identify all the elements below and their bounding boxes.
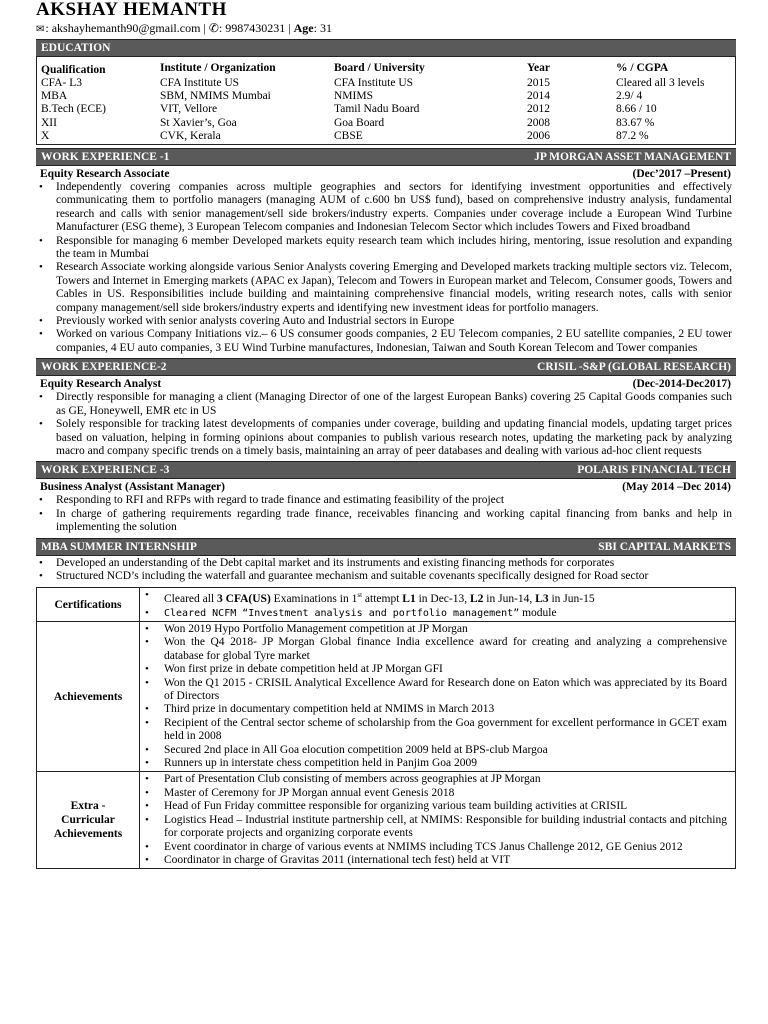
list-item: • Won the Q1 2015 - CRISIL Analytical Excellence Award for Research done on Eaton which was appreciated by its Board of Directors <box>142 677 727 704</box>
table-cell: 8.66 / 10 <box>616 103 657 116</box>
role-dates: (Dec’2017 –Present) <box>632 168 731 181</box>
list-item: • Directly responsible for managing a client (Managing Director of one of the largest European Banks) covering 25 Capital Goods companies such as GE, Honeywell, EMR etc in US <box>36 391 732 418</box>
bullet-list <box>142 589 731 620</box>
table-row <box>41 117 731 130</box>
row-content <box>140 622 736 772</box>
list-item: • Event coordinator in charge of various events at NMIMS including TCS Janus Challenge 2012, GE Genius 2012 <box>142 841 727 854</box>
contact-line: ✉: akshayhemanth90@gmail.com | ✆: 9987430231 | Age: 31 <box>36 21 332 35</box>
column-header: Qualification <box>41 64 106 76</box>
table-row <box>41 130 731 143</box>
list-item: • Cleared all 3 CFA(US) Examinations in 1st attempt L1 in Dec-13, L2 in Jun-14, L3 in Jun-15 <box>142 589 727 606</box>
table-cell: X <box>41 129 50 142</box>
bullet-list <box>142 623 731 770</box>
row-content <box>140 588 736 622</box>
list-item: • Solely responsible for tracking latest developments of companies under coverage, building and updating financial models, updating target prices based on valuation, helping in forming opinions about companies to publish various research notes, updating the marketing pack by analyzing macro and company specific trends on a timely basis, maintaining an array of peer databases and dealing with various ad-hoc client requests <box>36 418 732 458</box>
list-item: • Responding to RFI and RFPs with regard to trade finance and estimating feasibility of the project <box>36 494 732 507</box>
row-label: Extra - Curricular Achievements <box>37 772 140 869</box>
table-cell: 2014 <box>527 90 550 103</box>
list-item: • Won 2019 Hypo Portfolio Management competition at JP Morgan <box>142 623 727 636</box>
company-name: POLARIS FINANCIAL TECH <box>577 464 731 477</box>
role-title: Equity Research Analyst <box>40 378 162 391</box>
education-header <box>36 39 736 57</box>
list-item: • Structured NCD’s including the waterfall and guarantee mechanism and suitable covenants specifically designed for Road sector <box>36 570 732 583</box>
phone-number: 9987430231 <box>225 21 286 35</box>
certifications-row <box>37 588 736 622</box>
column-header: Year <box>527 62 550 74</box>
email-address[interactable]: : akshayhemanth90@gmail.com <box>45 21 201 35</box>
row-content <box>140 772 736 869</box>
section-title: WORK EXPERIENCE-2 <box>41 361 167 374</box>
list-item: • Runners up in interstate chess competition held in Panjim Goa 2009 <box>142 757 727 770</box>
list-item: • Responsible for managing 6 member Developed markets equity research team which includes hiring, mentoring, issue resolution and expanding the team in Mumbai <box>36 235 732 262</box>
table-cell: VIT, Vellore <box>160 103 218 116</box>
table-cell: St Xavier’s, Goa <box>160 116 237 129</box>
candidate-name: AKSHAY HEMANTH <box>36 0 227 20</box>
list-item: • Won the Q4 2018- JP Morgan Global finance India excellence award for creating and analyzing a comprehensive database for global Tyre market <box>142 636 727 663</box>
row-label: Certifications <box>37 588 140 622</box>
table-cell: SBM, NMIMS Mumbai <box>160 90 271 103</box>
bullet-list <box>36 181 736 355</box>
education-table <box>36 57 736 145</box>
company-name: CRISIL -S&P (GLOBAL RESEARCH) <box>537 361 731 374</box>
row-label: Achievements <box>37 622 140 772</box>
table-cell: XII <box>41 116 57 129</box>
age-value: : 31 <box>313 21 332 35</box>
resume-page <box>36 0 736 869</box>
internship-header <box>36 538 736 556</box>
table-cell: CFA Institute US <box>160 77 240 89</box>
table-cell: CBSE <box>334 129 363 142</box>
table-cell: 87.2 % <box>616 129 649 142</box>
list-item: • Third prize in documentary competition held at NMIMS in March 2013 <box>142 703 727 716</box>
section-title: EDUCATION <box>41 42 111 54</box>
extra-curricular-row <box>37 772 736 869</box>
list-item: • Logistics Head – Industrial institute partnership cell, at NMIMS: Responsible for building industrial contacts and pitching for corporate projects and organizing corporate events <box>142 814 727 841</box>
list-item: • Won first prize in debate competition held at JP Morgan GFI <box>142 663 727 676</box>
role-title: Equity Research Associate <box>40 168 170 181</box>
phone-icon: ✆ <box>208 21 219 35</box>
column-header: % / CGPA <box>616 62 669 74</box>
table-row <box>41 103 731 116</box>
list-item: • Research Associate working alongside various Senior Analysts covering Emerging and Developed markets tracking multiple sectors viz. Telecom, Towers and Internet in Emerging markets (APAC ex Japan), Telecom and Towers in European market and Telecom, Consumer goods, Towers and Cables in US. Responsibilities include building and maintaining comprehensive financial models, writing research notes, calls with senior company management/sell side brokers/industry experts and identifying new investment ideas for portfolio managers. <box>36 261 732 315</box>
table-cell: Cleared all 3 levels <box>616 77 705 89</box>
company-name: SBI CAPITAL MARKETS <box>598 540 731 553</box>
list-item: • Coordinator in charge of Gravitas 2011 (international tech fest) held at VIT <box>142 854 727 867</box>
list-item: • Recipient of the Central sector scheme of scholarship from the Goa government for excellent performance in GCET exam held in 2008 <box>142 717 727 744</box>
table-cell: B.Tech (ECE) <box>41 103 106 116</box>
list-item: • Secured 2nd place in All Goa elocution competition 2009 held at BPS-club Margoa <box>142 744 727 757</box>
table-cell: 2008 <box>527 116 550 129</box>
table-row <box>41 90 731 103</box>
table-cell: CFA Institute US <box>334 77 414 89</box>
table-row <box>41 77 731 90</box>
table-cell: 83.67 % <box>616 116 655 129</box>
bullet-list <box>142 773 731 867</box>
age-label: Age <box>293 21 314 35</box>
role-dates: (Dec-2014-Dec2017) <box>632 378 731 391</box>
table-cell: NMIMS <box>334 90 373 103</box>
list-item: • Master of Ceremony for JP Morgan annual event Genesis 2018 <box>142 787 727 800</box>
list-item: • Independently covering companies across multiple geographies and sectors for identifying investment opportunities and effectively communicating them to portfolio managers (managing AUM of c.600 bn US$ fund), based on comprehensive industry analysis, fundamental research and calls with senior management/sell side brokers/industry experts. Companies under coverage include a European Wind Turbine Manufacturer (ESG theme), 3 European Telecom companies and Indonesian Telecom Sector which includes Towers and Fixed broadband <box>36 181 732 235</box>
table-header-row <box>41 59 731 77</box>
list-item: • Worked on various Company Initiations viz.– 6 US consumer goods companies, 2 EU Telecom companies, 2 EU satellite companies, 2 EU tower companies, 4 EU auto companies, 3 EU Wind Turbine manufactures, Indonesian, Taiwan and South Korean Telecom and Tower companies <box>36 328 732 355</box>
table-cell: 2015 <box>527 77 550 89</box>
role-line <box>36 376 736 391</box>
work-experience-1-header <box>36 148 736 166</box>
table-cell: 2.9/ 4 <box>616 90 643 103</box>
bullet-list <box>36 557 736 584</box>
list-item: • Developed an understanding of the Debt capital market and its instruments and existing financing methods for corporates <box>36 557 732 570</box>
role-dates: (May 2014 –Dec 2014) <box>622 481 731 494</box>
bullet-list <box>36 494 736 534</box>
achievements-grid <box>36 587 736 869</box>
section-title: WORK EXPERIENCE -3 <box>41 464 170 477</box>
list-item: • Part of Presentation Club consisting of members across geographies at JP Morgan <box>142 773 727 786</box>
envelope-icon: ✉ <box>36 24 45 35</box>
column-header: Board / University <box>334 62 425 74</box>
table-cell: Tamil Nadu Board <box>334 103 420 116</box>
work-experience-2-header <box>36 358 736 376</box>
section-title: WORK EXPERIENCE -1 <box>41 151 170 164</box>
table-cell: MBA <box>41 90 68 103</box>
list-item: • In charge of gathering requirements regarding trade finance, receivables financing and working capital financing from banks and help in implementing the solution <box>36 508 732 535</box>
column-header: Institute / Organization <box>160 62 276 74</box>
table-cell: 2012 <box>527 103 550 116</box>
work-experience-3-header <box>36 461 736 479</box>
role-title: Business Analyst (Assistant Manager) <box>40 481 225 494</box>
table-cell: CVK, Kerala <box>160 129 221 142</box>
section-title: MBA SUMMER INTERNSHIP <box>41 540 197 553</box>
list-item: • Head of Fun Friday committee responsible for organizing various team building activities at CRISIL <box>142 800 727 813</box>
role-line <box>36 166 736 181</box>
table-cell: Goa Board <box>334 116 385 129</box>
table-cell: 2006 <box>527 129 550 142</box>
company-name: JP MORGAN ASSET MANAGEMENT <box>534 151 731 164</box>
role-line <box>36 479 736 494</box>
achievements-row <box>37 622 736 772</box>
list-item: • Previously worked with senior analysts covering Auto and Industrial sectors in Europe <box>36 315 732 328</box>
bullet-list <box>36 391 736 458</box>
table-cell: CFA- L3 <box>41 77 82 89</box>
list-item: • Cleared NCFM “Investment analysis and portfolio management” module <box>142 607 727 620</box>
